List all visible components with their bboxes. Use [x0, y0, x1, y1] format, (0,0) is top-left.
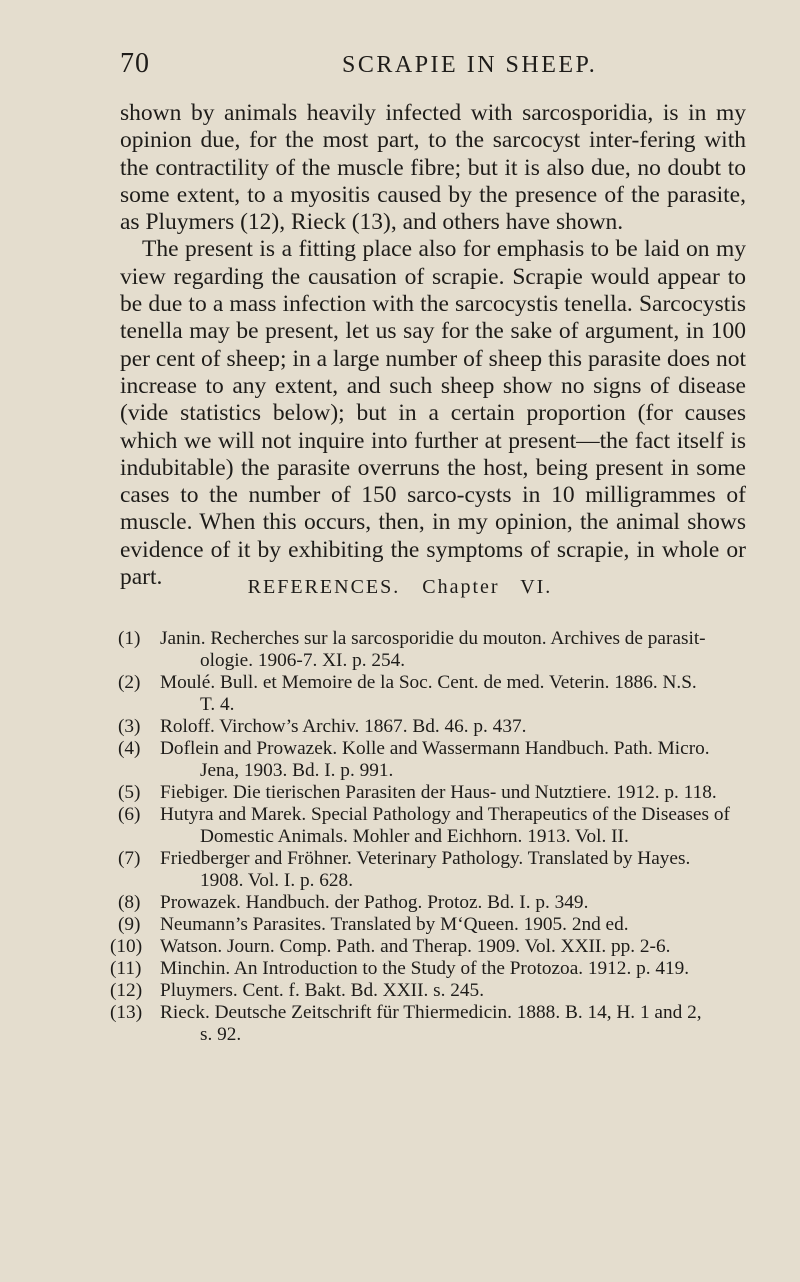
reference-item: [118, 672, 750, 716]
reference-number: (13): [110, 1002, 143, 1023]
reference-line: Neumann’s Parasites. Translated by M‘Queen. 1905. 2nd ed.: [160, 914, 629, 935]
reference-number: (4): [118, 738, 141, 759]
reference-text: [160, 716, 750, 738]
reference-text: [160, 914, 750, 936]
running-title: SCRAPIE IN SHEEP.: [342, 52, 598, 78]
chapter-label: Chapter VI.: [422, 576, 553, 598]
paragraph: shown by animals heavily infected with sarcosporidia, is in my opinion due, for the most part, to the sarcocyst inter-fering with the contractility of the muscle fibre; but it is also due, no doubt to some extent, to a myositis caused by the presence of the parasite, as Pluymers (12), Rieck (13), and others have shown.: [120, 100, 746, 236]
reference-line: Pluymers. Cent. f. Bakt. Bd. XXII. s. 245.: [160, 980, 485, 1001]
reference-number: (7): [118, 848, 141, 869]
reference-line: Rieck. Deutsche Zeitschrift für Thiermedicin. 1888. B. 14, H. 1 and 2,: [160, 1002, 702, 1023]
reference-number: (8): [118, 892, 141, 913]
reference-number: (11): [110, 958, 142, 979]
reference-number: (9): [118, 914, 141, 935]
reference-line: Janin. Recherches sur la sarcosporidie du mouton. Archives de parasit-: [160, 628, 706, 649]
reference-number: (6): [118, 804, 141, 825]
reference-line: Doflein and Prowazek. Kolle and Wassermann Handbuch. Path. Micro.: [160, 738, 710, 759]
reference-line: Prowazek. Handbuch. der Pathog. Protoz. Bd. I. p. 349.: [160, 892, 589, 913]
reference-text: [160, 628, 750, 672]
references-title: REFERENCES.: [247, 576, 401, 598]
reference-item: [110, 980, 750, 1002]
reference-text: [160, 892, 750, 914]
reference-text: [160, 782, 750, 804]
page-number: 70: [120, 48, 150, 79]
reference-number: (2): [118, 672, 141, 693]
reference-line: Minchin. An Introduction to the Study of the Protozoa. 1912. p. 419.: [160, 958, 690, 979]
reference-text: [160, 980, 750, 1002]
references-heading: [0, 576, 800, 599]
reference-line: Fiebiger. Die tierischen Parasiten der Haus- und Nutztiere. 1912. p. 118.: [160, 782, 717, 803]
reference-line: Friedberger and Fröhner. Veterinary Pathology. Translated by Hayes.: [160, 848, 691, 869]
reference-line-continued: Domestic Animals. Mohler and Eichhorn. 1913. Vol. II.: [200, 826, 629, 847]
reference-item: [118, 738, 750, 782]
reference-line-continued: ologie. 1906-7. XI. p. 254.: [200, 650, 406, 671]
running-head: [120, 48, 740, 88]
reference-line: Moulé. Bull. et Memoire de la Soc. Cent. de med. Veterin. 1886. N.S.: [160, 672, 697, 693]
reference-line-continued: 1908. Vol. I. p. 628.: [200, 870, 354, 891]
reference-text: [160, 804, 750, 848]
reference-line-continued: T. 4.: [200, 694, 235, 715]
reference-text: [160, 672, 750, 716]
reference-text: [160, 848, 750, 892]
reference-line: Hutyra and Marek. Special Pathology and Therapeutics of the Diseases of: [160, 804, 730, 825]
reference-item: [118, 848, 750, 892]
reference-number: (10): [110, 936, 143, 957]
reference-item: [110, 958, 750, 980]
reference-number: (3): [118, 716, 141, 737]
reference-line-continued: s. 92.: [200, 1024, 242, 1045]
reference-item: [118, 892, 750, 914]
reference-text: [160, 738, 750, 782]
reference-number: (12): [110, 980, 143, 1001]
reference-item: [118, 914, 750, 936]
reference-text: [160, 1002, 750, 1046]
reference-number: (1): [118, 628, 141, 649]
reference-list: [110, 628, 750, 1046]
body-text: [120, 100, 746, 591]
reference-item: [118, 782, 750, 804]
reference-item: [110, 936, 750, 958]
paragraph: The present is a fitting place also for emphasis to be laid on my view regarding the causation of scrapie. Scrapie would appear to be due to a mass infection with the sarcocystis tenella. Sarcocystis tenella may be present, let us say for the sake of argument, in 100 per cent of sheep; in a large number of sheep this parasite does not increase to any extent, and such sheep show no signs of disease (vide statistics below); but in a certain proportion (for causes which we will not inquire into further at present—the fact itself is indubitable) the parasite overruns the host, being present in some cases to the number of 150 sarco-cysts in 10 milligrammes of muscle. When this occurs, then, in my opinion, the animal shows evidence of it by exhibiting the symptoms of scrapie, in whole or part.: [120, 236, 746, 591]
reference-text: [160, 958, 750, 980]
reference-line: Watson. Journ. Comp. Path. and Therap. 1909. Vol. XXII. pp. 2-6.: [160, 936, 671, 957]
reference-line-continued: Jena, 1903. Bd. I. p. 991.: [200, 760, 394, 781]
reference-text: [160, 936, 750, 958]
reference-item: [110, 1002, 750, 1046]
reference-item: [118, 628, 750, 672]
reference-line: Roloff. Virchow’s Archiv. 1867. Bd. 46. p. 437.: [160, 716, 527, 737]
reference-item: [118, 804, 750, 848]
reference-number: (5): [118, 782, 141, 803]
reference-item: [118, 716, 750, 738]
